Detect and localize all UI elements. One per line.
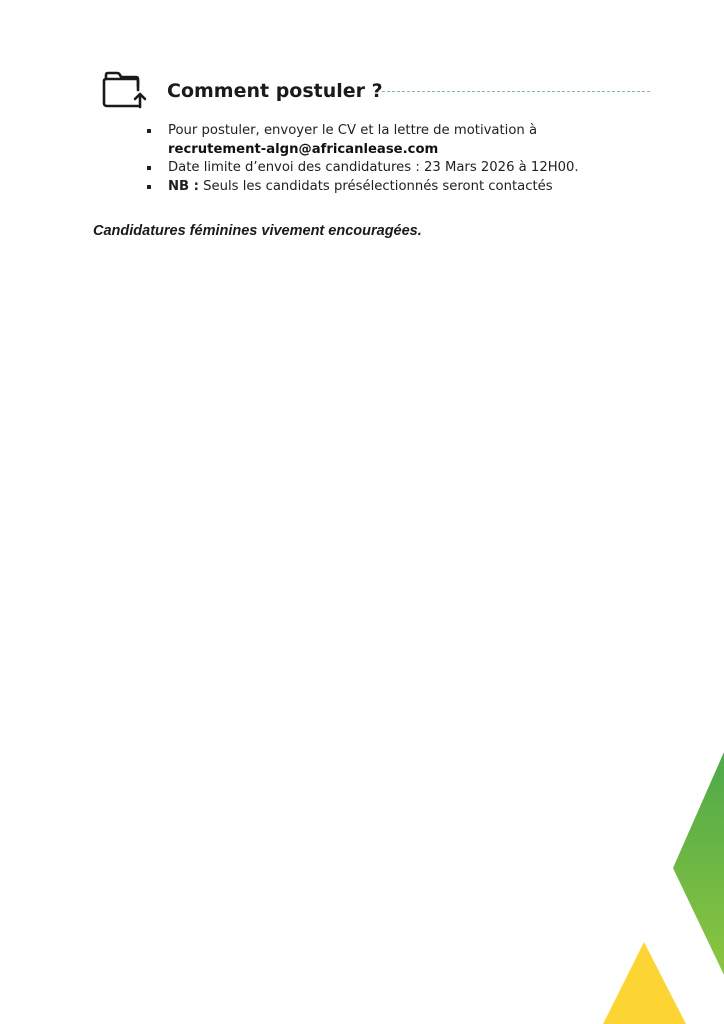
nb-label: NB : — [168, 178, 199, 194]
instruction-text: Pour postuler, envoyer le CV et la lettre de motivation à — [168, 123, 538, 138]
email-link[interactable]: recrutement-algn@africanlease.com — [168, 141, 439, 157]
section-title: Comment postuler ? — [167, 80, 383, 102]
green-triangle-shape — [673, 752, 724, 975]
deadline-text: Date limite d’envoi des candidatures : 23 Mars 2026 à 12H00. — [168, 160, 579, 175]
yellow-triangle-shape — [603, 942, 686, 1024]
nb-text: Seuls les candidats présélectionnés seront contactés — [198, 178, 553, 194]
closing-note: Candidatures féminines vivement encouragées. — [93, 223, 422, 239]
